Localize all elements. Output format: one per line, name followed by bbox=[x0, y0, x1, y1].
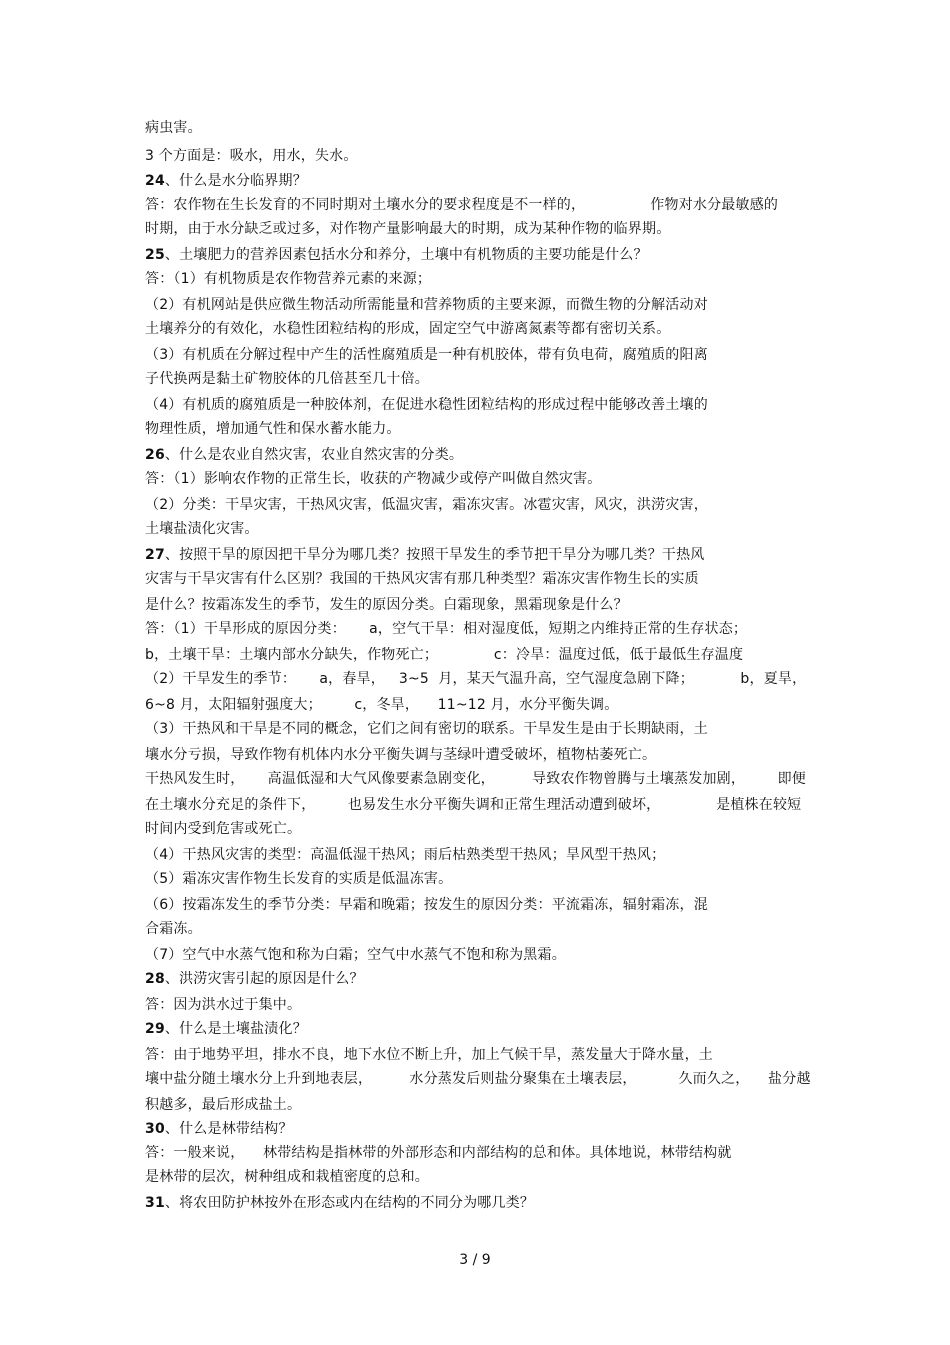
question-31 bbox=[145, 1194, 534, 1212]
text-line: （4）干热风灾害的类型：高温低湿干热风；雨后枯熟类型干热风；旱风型干热风； bbox=[145, 847, 666, 863]
question-number: 28 bbox=[145, 971, 165, 987]
text-line: 答：（1）干旱形成的原因分类： a，空气干旱：相对湿度低，短期之内维持正常的生存状态； bbox=[145, 621, 748, 637]
question-text: 、土壤肥力的营养因素包括水分和养分，土壤中有机物质的主要功能是什么？ bbox=[164, 247, 648, 263]
question-text: 、洪涝灾害引起的原因是什么？ bbox=[164, 971, 364, 987]
text-line: 积越多，最后形成盐土。 bbox=[145, 1097, 302, 1113]
text-line: （7）空气中水蒸气饱和称为白霜；空气中水蒸气不饱和称为黑霜。 bbox=[145, 947, 566, 963]
question-26 bbox=[145, 446, 463, 464]
question-text: 、什么是水分临界期？ bbox=[164, 173, 307, 189]
question-text: 、将农田防护林按外在形态或内在结构的不同分为哪几类？ bbox=[164, 1195, 535, 1211]
question-number: 25 bbox=[145, 247, 165, 263]
text-line: 答：一般来说， 林带结构是指林带的外部形态和内部结构的总和体。具体地说，林带结构就 bbox=[145, 1145, 732, 1161]
text-line: 合霜冻。 bbox=[145, 921, 202, 937]
text-line: 6~8 月，太阳辐射强度大； c，冬旱， 11~12 月，水分平衡失调。 bbox=[145, 697, 619, 713]
question-number: 27 bbox=[145, 547, 165, 563]
text-line: 灾害与干旱灾害有什么区别？我国的干热风灾害有那几种类型？霜冻灾害作物生长的实质 bbox=[145, 571, 699, 587]
question-number: 29 bbox=[145, 1021, 165, 1037]
text-line: （3）有机质在分解过程中产生的活性腐殖质是一种有机胶体，带有负电荷，腐殖质的阳离 bbox=[145, 347, 708, 363]
text-line: （4）有机质的腐殖质是一种胶体剂，在促进水稳性团粒结构的形成过程中能够改善土壤的 bbox=[145, 397, 708, 413]
question-number: 30 bbox=[145, 1121, 165, 1137]
text-line: 土壤养分的有效化，水稳性团粒结构的形成，固定空气中游离氮素等都有密切关系。 bbox=[145, 321, 671, 337]
text-line: （5）霜冻灾害作物生长发育的实质是低温冻害。 bbox=[145, 871, 453, 887]
text-line: 在土壤水分充足的条件下， 也易发生水分平衡失调和正常生理活动遭到破坏， 是植株在较短 bbox=[145, 797, 802, 813]
text-line: 答：因为洪水过于集中。 bbox=[145, 997, 302, 1013]
question-text: 、什么是林带结构？ bbox=[164, 1121, 293, 1137]
text-line: 答：（1）有机物质是农作物营养元素的来源； bbox=[145, 271, 432, 287]
text-line: 答：农作物在生长发育的不同时期对土壤水分的要求程度是不一样的， 作物对水分最敏感的 bbox=[145, 197, 779, 213]
text-line: 是什么？按霜冻发生的季节，发生的原因分类。白霜现象，黑霜现象是什么？ bbox=[145, 597, 628, 613]
text-line: 答：（1）影响农作物的正常生长，收获的产物减少或停产叫做自然灾害。 bbox=[145, 471, 602, 487]
question-27 bbox=[145, 546, 705, 564]
text-line: 壤水分亏损，导致作物有机体内水分平衡失调与茎绿叶遭受破坏，植物枯萎死亡。 bbox=[145, 747, 657, 763]
text-line: 子代换两是黏土矿物胶体的几倍甚至几十倍。 bbox=[145, 371, 429, 387]
question-text: 、什么是土壤盐渍化？ bbox=[164, 1021, 307, 1037]
text-line: （6）按霜冻发生的季节分类：早霜和晚霜；按发生的原因分类：平流霜冻，辐射霜冻，混 bbox=[145, 897, 708, 913]
page-number: 3 / 9 bbox=[459, 1252, 491, 1268]
text-line: b，土壤干旱：土壤内部水分缺失，作物死亡； c：冷旱：温度过低，低于最低生存温度 bbox=[145, 647, 744, 663]
text-line: 病虫害。 bbox=[145, 120, 202, 136]
text-line: （3）干热风和干旱是不同的概念，它们之间有密切的联系。干旱发生是由于长期缺雨，土 bbox=[145, 721, 708, 737]
question-30 bbox=[145, 1120, 293, 1138]
question-number: 26 bbox=[145, 447, 165, 463]
text-line: 物理性质，增加通气性和保水蓄水能力。 bbox=[145, 421, 401, 437]
question-number: 31 bbox=[145, 1195, 165, 1211]
question-25 bbox=[145, 246, 648, 264]
text-line: （2）有机网站是供应微生物活动所需能量和营养物质的主要来源，而微生物的分解活动对 bbox=[145, 297, 708, 313]
text-line: （2）分类：干旱灾害，干热风灾害，低温灾害，霜冻灾害。冰雹灾害，风灾，洪涝灾害， bbox=[145, 497, 708, 513]
question-text: 、什么是农业自然灾害，农业自然灾害的分类。 bbox=[164, 447, 464, 463]
text-line: 答：由于地势平坦，排水不良，地下水位不断上升，加上气候干旱，蒸发量大于降水量，土 bbox=[145, 1047, 713, 1063]
question-number: 24 bbox=[145, 173, 165, 189]
text-line: （2）干旱发生的季节： a，春旱， 3~5 月，某天气温升高，空气湿度急剧下降； b，夏旱， bbox=[145, 671, 807, 687]
text-line: 3 个方面是：吸水，用水，失水。 bbox=[145, 148, 358, 164]
question-28 bbox=[145, 970, 364, 988]
text-line: 时期，由于水分缺乏或过多，对作物产量影响最大的时期，成为某种作物的临界期。 bbox=[145, 221, 671, 237]
question-29 bbox=[145, 1020, 307, 1038]
question-24 bbox=[145, 172, 307, 190]
text-line: 壤中盐分随土壤水分上升到地表层， 水分蒸发后则盐分聚集在土壤表层， 久而久之， 盐分越 bbox=[145, 1071, 811, 1087]
text-line: 时间内受到危害或死亡。 bbox=[145, 821, 302, 837]
question-text: 、按照干旱的原因把干旱分为哪几类？按照干旱发生的季节把干旱分为哪几类？干热风 bbox=[164, 547, 705, 563]
text-line: 土壤盐渍化灾害。 bbox=[145, 521, 259, 537]
text-line: 干热风发生时， 高温低湿和大气风像要素急剧变化， 导致农作物曾腾与土壤蒸发加剧， 即便 bbox=[145, 771, 807, 787]
text-line: 是林带的层次，树种组成和栽植密度的总和。 bbox=[145, 1169, 429, 1185]
